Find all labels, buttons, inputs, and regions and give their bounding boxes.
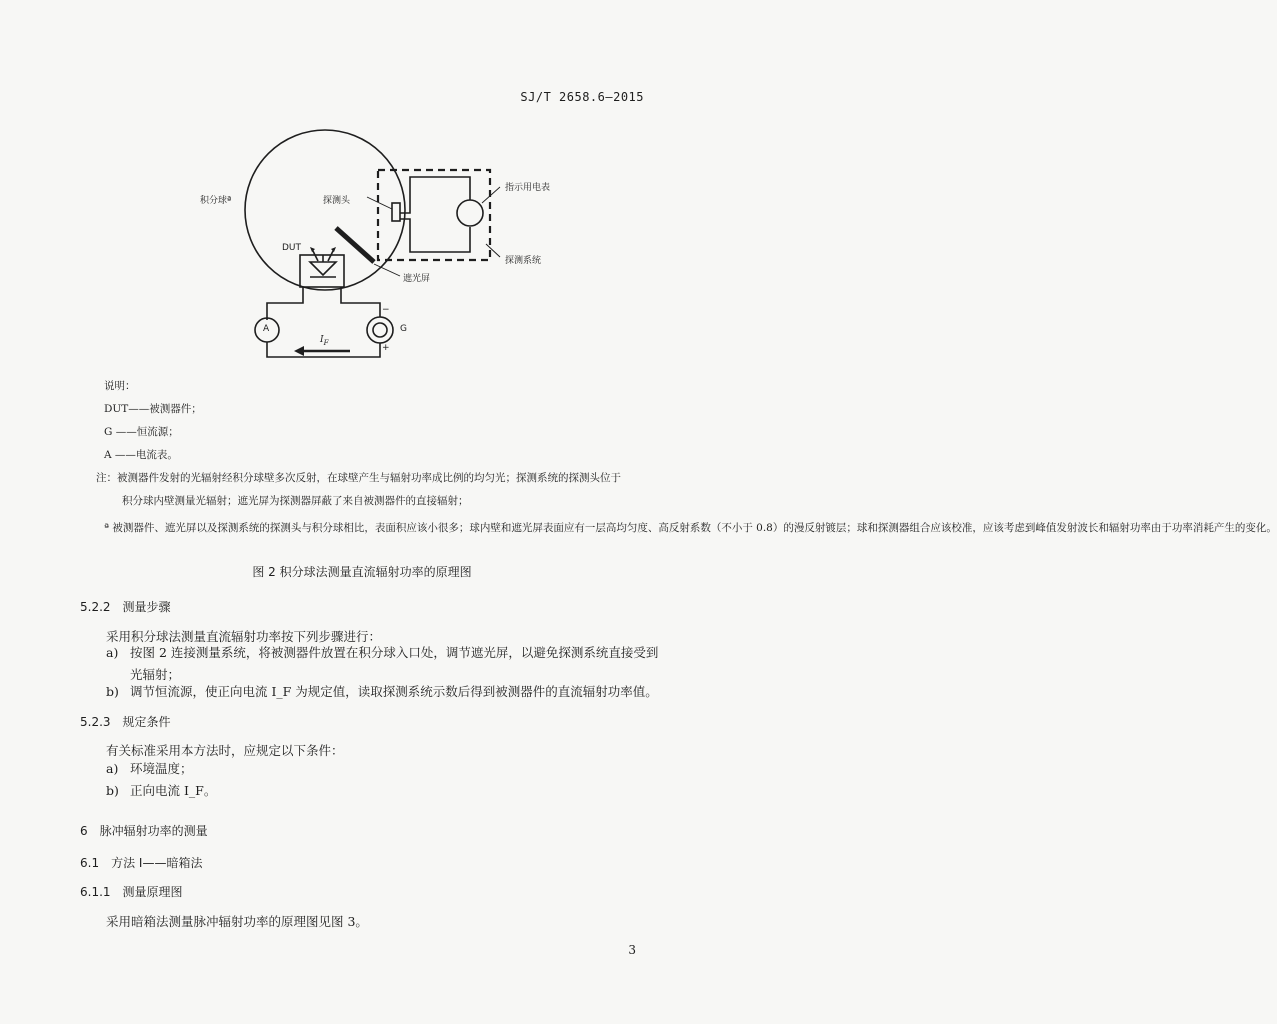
section-6-1-1-text: 采用暗箱法测量脉冲辐射功率的原理图见图 3。: [106, 914, 368, 929]
note-1-line-2: 积分球内壁测量光辐射；遮光屏为探测器屏蔽了来自被测器件的直接辐射；: [122, 495, 469, 507]
page-number: 3: [628, 943, 636, 957]
detection-system-label: 探测系统: [505, 256, 542, 266]
ammeter-label: A: [263, 324, 270, 334]
section-5-2-3-intro: 有关标准采用本方法时，应规定以下条件：: [106, 743, 344, 758]
indicator-meter-label: 指示用电表: [505, 183, 551, 193]
plus-sign: +: [382, 343, 390, 353]
step-a: a) 按图 2 连接测量系统，将被测器件放置在积分球入口处，调节遮光屏，以避免探测系统直接受到光辐射；: [106, 645, 659, 682]
legend-title: 说明：: [104, 380, 136, 392]
figure-notes: [96, 375, 1277, 540]
detection-system-box: [378, 170, 490, 260]
source-label: G: [400, 324, 407, 334]
detector-head-label: 探测头: [323, 196, 351, 206]
condition-a: a) 环境温度；: [106, 761, 193, 776]
shield-bar: [336, 228, 374, 262]
section-6-1-heading: 6.1 方法 I——暗箱法: [80, 856, 203, 870]
meter-bottom-wire: [400, 219, 470, 252]
source-circle: [367, 317, 393, 343]
standard-code: SJ/T 2658.6—2015: [520, 90, 644, 104]
dut-label: DUT: [282, 243, 302, 253]
shield-label: 遮光屏: [403, 274, 431, 284]
meter-top-wire: [400, 177, 470, 213]
note-2: ª 被测器件、遮光屏以及探测系统的探测头与积分球相比，表面积应该小很多；球内壁和遮光屏表面应有一层高均匀度、高反射系数（不小于 0.8）的漫反射镀层；球和探测器组合应该校准，应该考虑到峰值发射波长和辐射功率由于功率消耗产生的变化。: [104, 522, 1277, 534]
diagram-drawing: [160, 125, 580, 375]
wire-right: [341, 287, 380, 317]
section-5-2-3-heading: 5.2.3 规定条件: [80, 715, 171, 729]
minus-sign: −: [382, 305, 390, 315]
indicator-meter: [457, 200, 483, 226]
current-label: $I_F$: [320, 335, 329, 347]
sphere-label: 积分球ª: [200, 196, 232, 206]
section-6-heading: 6 脉冲辐射功率的测量: [80, 824, 208, 838]
note-1-line-1: 注：被测器件发射的光辐射经积分球壁多次反射，在球壁产生与辐射功率成比例的均匀光；探测系统的探测头位于: [96, 472, 621, 484]
section-6-1-1-heading: 6.1.1 测量原理图: [80, 885, 183, 899]
legend-dut: DUT——被测器件；: [104, 403, 202, 415]
legend-g: G ——恒流源；: [104, 426, 179, 438]
sphere-outline: [245, 130, 405, 290]
integrating-sphere-diagram: [160, 125, 580, 375]
dut-box: [300, 255, 344, 287]
diode-triangle: [310, 262, 336, 275]
section-5-2-2-heading: 5.2.2 测量步骤: [80, 600, 171, 614]
section-5-2-2-intro: 采用积分球法测量直流辐射功率按下列步骤进行：: [106, 629, 382, 644]
detector-head-shape: [392, 203, 400, 221]
legend-a: A ——电流表。: [104, 449, 178, 461]
step-b: b) 调节恒流源，使正向电流 I_F 为规定值，读取探测系统示数后得到被测器件的直流辐射功率值。: [106, 684, 658, 699]
condition-b: b) 正向电流 I_F。: [106, 783, 217, 798]
wire-left: [267, 287, 303, 320]
figure-caption: 图 2 积分球法测量直流辐射功率的原理图: [252, 565, 472, 579]
